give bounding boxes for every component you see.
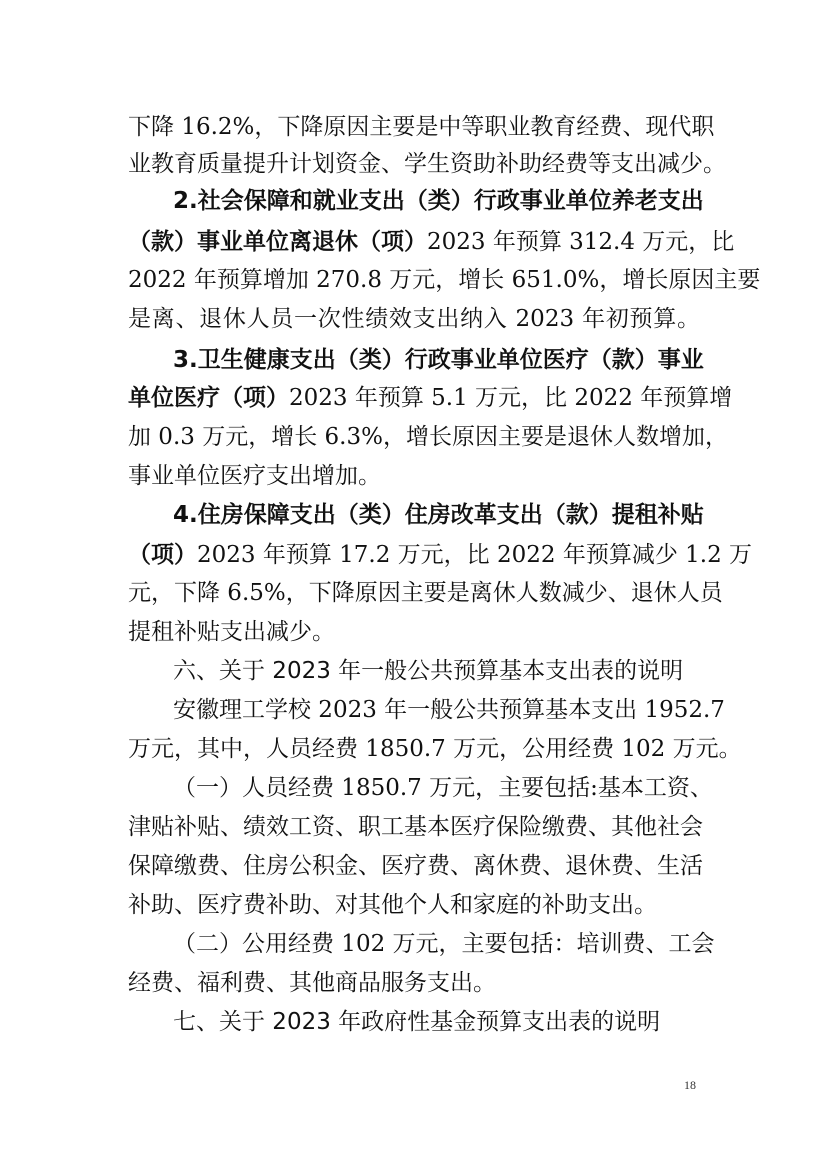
bold-heading-line: 2.社会保障和就业支出（类）行政事业单位养老支出 <box>173 188 704 214</box>
text-line: 2022 年预算增加 270.8 万元，增长 651.0%，增长原因主要 <box>128 267 761 293</box>
bold-heading-text: （项） <box>128 542 197 568</box>
text-line: 事业单位医疗支出增加。 <box>128 463 381 489</box>
text-line: 下降 16.2%，下降原因主要是中等职业教育经费、现代职 <box>128 114 715 140</box>
text-line: 保障缴费、住房公积金、医疗费、离休费、退休费、生活 <box>128 853 703 879</box>
section-heading: 六、关于 2023 年一般公共预算基本支出表的说明 <box>173 658 684 684</box>
text-line: 是离、退休人员一次性绩效支出纳入 2023 年初预算。 <box>128 306 700 332</box>
text-span: 2023 年预算 312.4 万元，比 <box>427 229 735 255</box>
bold-heading-line: 3.卫生健康支出（类）行政事业单位医疗（款）事业 <box>173 347 704 373</box>
text-line: 万元，其中，人员经费 1850.7 万元，公用经费 102 万元。 <box>128 736 742 762</box>
text-line: （一）人员经费 1850.7 万元，主要包括:基本工资、 <box>173 775 713 801</box>
bold-heading-line: 4.住房保障支出（类）住房改革支出（款）提租补贴 <box>173 502 704 528</box>
text-line: （二）公用经费 102 万元，主要包括：培训费、工会 <box>173 931 715 957</box>
text-line: 提租补贴支出减少。 <box>128 619 335 645</box>
text-line: 安徽理工学校 2023 年一般公共预算基本支出 1952.7 <box>173 697 725 723</box>
bold-heading-text: 单位医疗（项） <box>128 385 289 411</box>
text-span: 2023 年预算 17.2 万元，比 2022 年预算减少 1.2 万 <box>197 542 753 568</box>
text-line: 津贴补贴、绩效工资、职工基本医疗保险缴费、其他社会 <box>128 814 703 840</box>
text-line <box>128 222 735 262</box>
section-heading: 七、关于 2023 年政府性基金预算支出表的说明 <box>173 1009 661 1035</box>
text-line <box>128 535 753 575</box>
text-line: 加 0.3 万元，增长 6.3%，增长原因主要是退休人数增加， <box>128 424 728 450</box>
text-line: 业教育质量提升计划资金、学生资助补助经费等支出减少。 <box>128 151 726 177</box>
text-line <box>128 378 733 418</box>
text-line: 补助、医疗费补助、对其他个人和家庭的补助支出。 <box>128 892 657 918</box>
text-span: 2023 年预算 5.1 万元，比 2022 年预算增 <box>289 385 733 411</box>
page-number: 18 <box>684 1078 696 1092</box>
bold-heading-text: （款）事业单位离退休（项） <box>128 229 427 255</box>
text-line: 元，下降 6.5%，下降原因主要是离休人数减少、退休人员 <box>128 580 723 606</box>
text-line: 经费、福利费、其他商品服务支出。 <box>128 970 496 996</box>
